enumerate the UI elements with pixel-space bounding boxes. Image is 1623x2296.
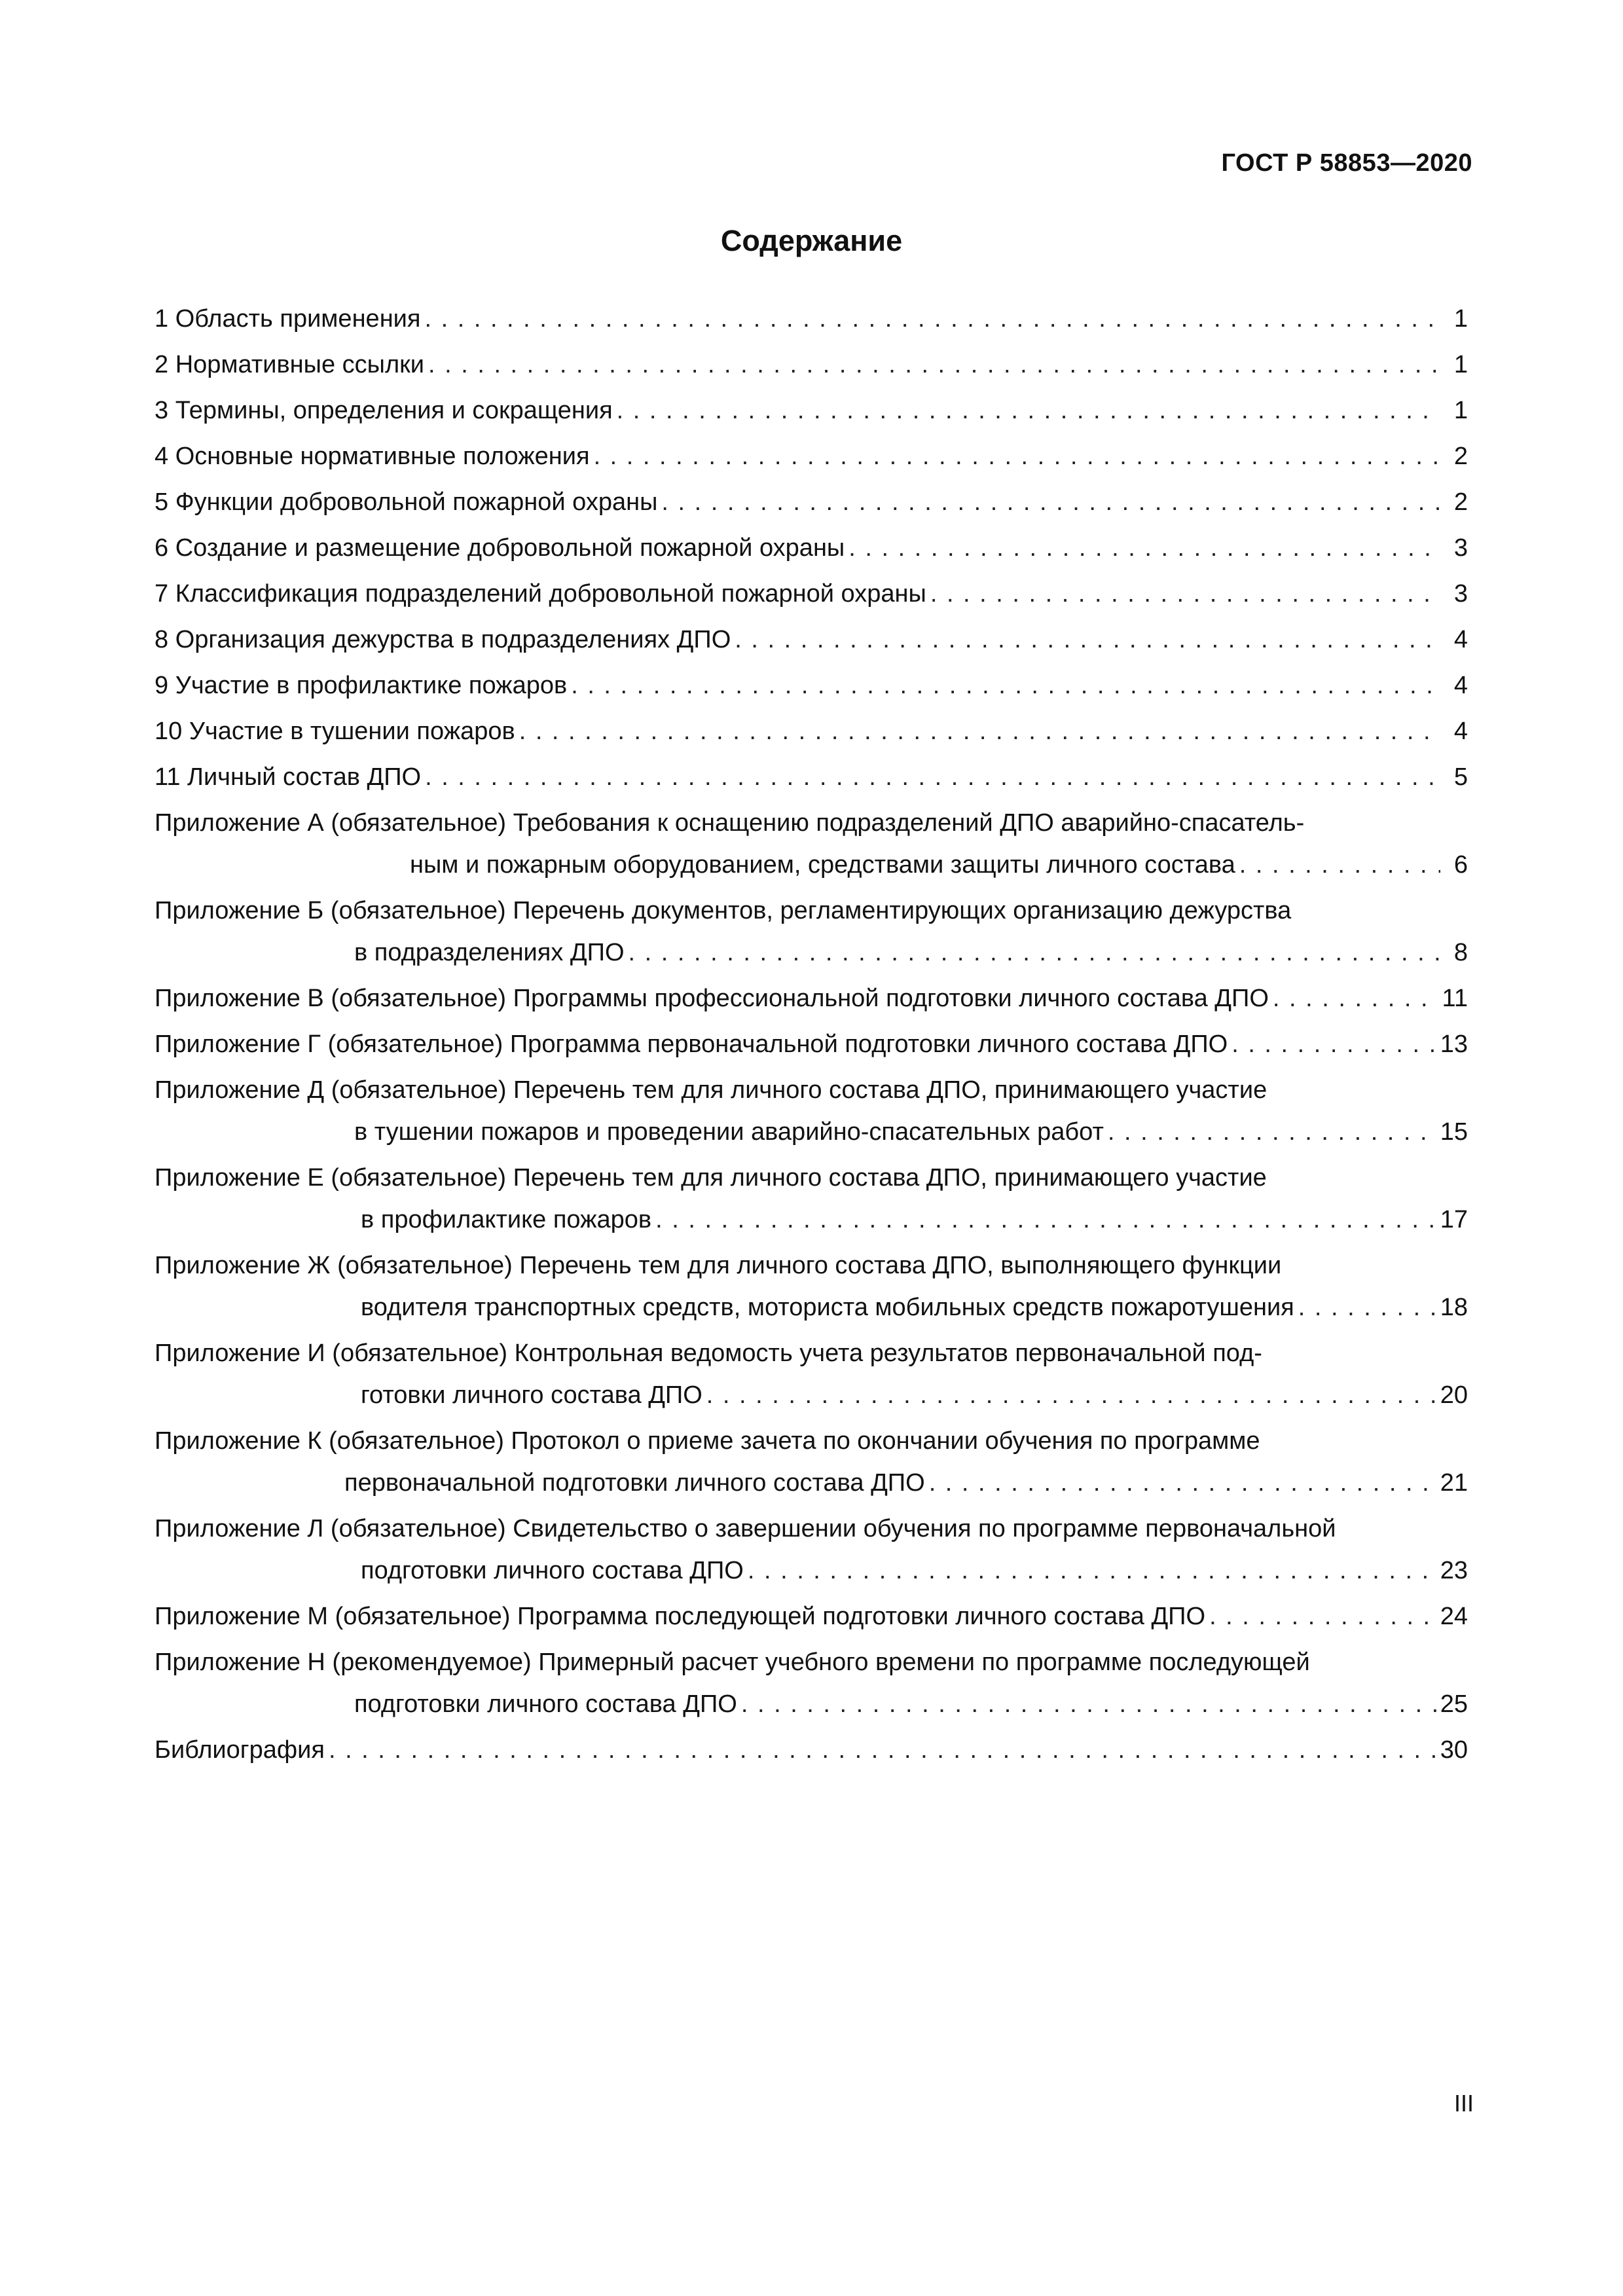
toc-entry-text: ным и пожарным оборудованием, средствами защиты личного состава	[410, 851, 1235, 879]
toc-entry-line	[155, 527, 1468, 569]
toc-entry-text: Приложение К (обязательное) Протокол о приеме зачета по окончании обучения по программе	[155, 1427, 1260, 1455]
toc-entry-text: 4 Основные нормативные положения	[155, 443, 590, 470]
toc-entry[interactable]	[155, 890, 1468, 974]
toc-entry-line	[155, 619, 1468, 661]
toc-entry-text: Приложение А (обязательное) Требования к оснащению подразделений ДПО аварийно-спасатель-	[155, 809, 1305, 837]
toc-dot-leader	[748, 1550, 1436, 1592]
toc-entry[interactable]	[155, 1729, 1468, 1771]
toc-title: Содержание	[720, 224, 903, 257]
toc-entry[interactable]	[155, 298, 1468, 340]
toc-entry-text: Приложение Н (рекомендуемое) Примерный расчет учебного времени по программе последующей	[155, 1649, 1310, 1676]
toc-entry-line	[155, 298, 1468, 340]
toc-entry[interactable]	[155, 665, 1468, 706]
toc-entry[interactable]	[155, 1157, 1468, 1241]
toc-entry[interactable]	[155, 710, 1468, 752]
toc-entry-line	[155, 802, 1468, 844]
toc-page-number: 24	[1440, 1603, 1468, 1630]
toc-entry[interactable]	[155, 802, 1468, 886]
toc-page-number: 1	[1453, 397, 1468, 424]
toc-entry[interactable]	[155, 344, 1468, 386]
toc-entry-line	[155, 573, 1468, 615]
toc-entry[interactable]	[155, 1508, 1468, 1592]
toc-entry[interactable]	[155, 977, 1468, 1019]
toc-dot-leader	[655, 1199, 1436, 1241]
toc-entry-line	[155, 1245, 1468, 1286]
toc-entry-continuation-line	[155, 1683, 1468, 1725]
toc-entry-text: 1 Область применения	[155, 305, 421, 333]
toc-page-number: 3	[1453, 534, 1468, 562]
toc-entry-continuation-line	[155, 844, 1468, 886]
toc-dot-leader	[629, 932, 1440, 974]
toc-dot-leader	[848, 527, 1440, 569]
toc-entry-line	[155, 1508, 1468, 1550]
toc-page-number: 11	[1442, 985, 1468, 1012]
toc-dot-leader	[428, 344, 1440, 386]
toc-entry-text: в профилактике пожаров	[361, 1206, 652, 1233]
toc-entry-text: 5 Функции добровольной пожарной охраны	[155, 488, 658, 516]
toc-dot-leader	[1209, 1595, 1436, 1637]
toc-entry-text: Библиография	[155, 1736, 325, 1764]
toc-dot-leader	[930, 573, 1440, 615]
toc-entry[interactable]	[155, 1420, 1468, 1504]
toc-entry-text: Приложение И (обязательное) Контрольная ведомость учета результатов первоначальной под-	[155, 1339, 1262, 1367]
toc-page-number: 1	[1453, 305, 1468, 333]
toc-dot-leader	[425, 756, 1440, 798]
toc-entry-text: 7 Классификация подразделений добровольной пожарной охраны	[155, 580, 926, 608]
toc-entry[interactable]	[155, 481, 1468, 523]
toc-entry-text: Приложение Б (обязательное) Перечень документов, регламентирующих организацию дежурства	[155, 897, 1292, 924]
toc-dot-leader	[1273, 977, 1438, 1019]
toc-entry[interactable]	[155, 1641, 1468, 1725]
toc-page-number: 8	[1453, 939, 1468, 966]
toc-entry-text: в тушении пожаров и проведении аварийно-спасательных работ	[354, 1118, 1104, 1146]
toc-entry[interactable]	[155, 573, 1468, 615]
toc-entry[interactable]	[155, 1023, 1468, 1065]
toc-entry-line	[155, 665, 1468, 706]
toc-dot-leader	[571, 665, 1440, 706]
toc-entry[interactable]	[155, 1245, 1468, 1328]
toc-page-number: 23	[1440, 1557, 1468, 1584]
toc-page-number: 4	[1453, 672, 1468, 699]
toc-entry-line	[155, 344, 1468, 386]
toc-page-number: 1	[1453, 351, 1468, 378]
toc-dot-leader	[594, 435, 1440, 477]
toc-entry-line	[155, 481, 1468, 523]
toc-entry-text: в подразделениях ДПО	[354, 939, 625, 966]
toc-entry-line	[155, 1157, 1468, 1199]
toc-dot-leader	[617, 390, 1440, 431]
toc-entry-continuation-line	[155, 1199, 1468, 1241]
toc-entry-text: Приложение Г (обязательное) Программа первоначальной подготовки личного состава ДПО	[155, 1030, 1228, 1058]
toc-page-number: 15	[1440, 1118, 1468, 1146]
toc-entry-continuation-line	[155, 1374, 1468, 1416]
toc-entry-text: Приложение Д (обязательное) Перечень тем для личного состава ДПО, принимающего участие	[155, 1076, 1267, 1104]
toc-dot-leader	[706, 1374, 1436, 1416]
toc-entry[interactable]	[155, 1595, 1468, 1637]
toc-entry-text: 6 Создание и размещение добровольной пожарной охраны	[155, 534, 845, 562]
toc-entry-text: подготовки личного состава ДПО	[354, 1690, 737, 1718]
toc-dot-leader	[519, 710, 1440, 752]
toc-entry[interactable]	[155, 1332, 1468, 1416]
toc-page-number: 5	[1453, 763, 1468, 791]
table-of-contents	[155, 298, 1468, 1775]
toc-page-number: 2	[1453, 488, 1468, 516]
toc-dot-leader	[661, 481, 1440, 523]
toc-entry-line	[155, 1420, 1468, 1462]
toc-entry-continuation-line	[155, 1550, 1468, 1592]
toc-dot-leader	[424, 298, 1440, 340]
toc-entry-line	[155, 1332, 1468, 1374]
toc-entry-text: Приложение М (обязательное) Программа последующей подготовки личного состава ДПО	[155, 1603, 1206, 1630]
toc-entry-text: первоначальной подготовки личного состава ДПО	[344, 1469, 925, 1497]
toc-entry-line	[155, 1023, 1468, 1065]
page-number: III	[1453, 2090, 1474, 2117]
toc-entry-line	[155, 1069, 1468, 1111]
toc-entry-text: готовки личного состава ДПО	[361, 1381, 702, 1409]
toc-page-number: 4	[1453, 626, 1468, 653]
toc-page-number: 3	[1453, 580, 1468, 608]
toc-entry-line	[155, 756, 1468, 798]
toc-entry[interactable]	[155, 390, 1468, 431]
toc-entry-text: 8 Организация дежурства в подразделениях ДПО	[155, 626, 731, 653]
toc-entry-text: Приложение Ж (обязательное) Перечень тем для личного состава ДПО, выполняющего функции	[155, 1252, 1282, 1279]
toc-entry-text: Приложение Л (обязательное) Свидетельство о завершении обучения по программе первоначальной	[155, 1515, 1336, 1542]
toc-page-number: 13	[1440, 1030, 1468, 1058]
toc-page-number: 6	[1453, 851, 1468, 879]
toc-entry-continuation-line	[155, 1286, 1468, 1328]
toc-entry-text: подготовки личного состава ДПО	[361, 1557, 744, 1584]
toc-page-number: 18	[1440, 1294, 1468, 1321]
toc-page-number: 17	[1440, 1206, 1468, 1233]
toc-entry-line	[155, 977, 1468, 1019]
toc-entry[interactable]	[155, 1069, 1468, 1153]
toc-entry-text: 9 Участие в профилактике пожаров	[155, 672, 568, 699]
toc-entry-line	[155, 1729, 1468, 1771]
toc-entry-text: Приложение В (обязательное) Программы профессиональной подготовки личного состава ДПО	[155, 985, 1269, 1012]
toc-entry-line	[155, 1641, 1468, 1683]
toc-entry-continuation-line	[155, 932, 1468, 974]
toc-dot-leader	[929, 1462, 1436, 1504]
toc-entry[interactable]	[155, 619, 1468, 661]
toc-dot-leader	[1239, 844, 1440, 886]
toc-page-number: 21	[1440, 1469, 1468, 1497]
toc-entry[interactable]	[155, 527, 1468, 569]
toc-entry-line	[155, 390, 1468, 431]
toc-page-number: 30	[1440, 1736, 1468, 1764]
toc-dot-leader	[1108, 1111, 1436, 1153]
toc-page-number: 25	[1440, 1690, 1468, 1718]
toc-page-number: 20	[1440, 1381, 1468, 1409]
toc-entry-text: 10 Участие в тушении пожаров	[155, 718, 515, 745]
toc-entry-continuation-line	[155, 1462, 1468, 1504]
toc-dot-leader	[741, 1683, 1436, 1725]
toc-entry-text: 2 Нормативные ссылки	[155, 351, 424, 378]
toc-dot-leader	[1298, 1286, 1436, 1328]
toc-entry-line	[155, 435, 1468, 477]
toc-dot-leader	[329, 1729, 1436, 1771]
toc-entry-text: Приложение Е (обязательное) Перечень тем для личного состава ДПО, принимающего участие	[155, 1164, 1267, 1192]
toc-page-number: 4	[1453, 718, 1468, 745]
toc-dot-leader	[735, 619, 1440, 661]
toc-entry[interactable]	[155, 756, 1468, 798]
toc-entry-continuation-line	[155, 1111, 1468, 1153]
toc-entry-line	[155, 710, 1468, 752]
toc-entry-text: водителя транспортных средств, моториста мобильных средств пожаротушения	[361, 1294, 1294, 1321]
toc-dot-leader	[1231, 1023, 1436, 1065]
toc-entry-text: 11 Личный состав ДПО	[155, 763, 422, 791]
toc-page-number: 2	[1453, 443, 1468, 470]
toc-entry[interactable]	[155, 435, 1468, 477]
toc-entry-line	[155, 1595, 1468, 1637]
toc-entry-text: 3 Термины, определения и сокращения	[155, 397, 613, 424]
document-identifier: ГОСТ Р 58853—2020	[1221, 149, 1472, 177]
toc-entry-line	[155, 890, 1468, 932]
